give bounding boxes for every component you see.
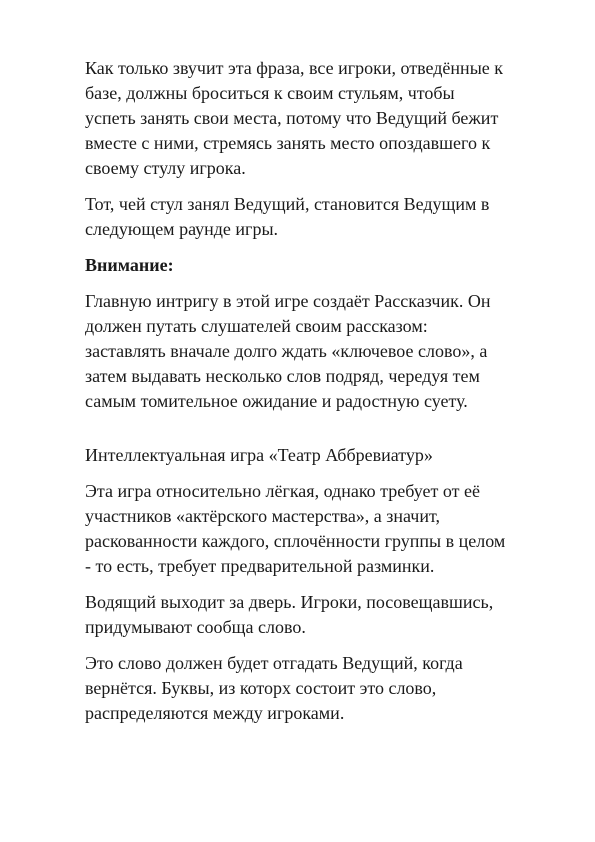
paragraph-3 [85,289,565,414]
section-title: Интеллектуальная игра «Театр Аббревиатур» [85,445,433,465]
paragraph-5 [85,590,565,640]
text-line: придумывают сообща слово. [85,617,306,637]
text-line: Тот, чей стул занял Ведущий, становится Ведущим в [85,194,490,214]
text-line: успеть занять свои места, потому что Ведущий бежит [85,108,499,128]
text-line: базе, должны броситься к своим стульям, чтобы [85,83,455,103]
text-line: своему стулу игрока. [85,158,246,178]
text-line: Это слово должен будет отгадать Ведущий, когда [85,653,463,673]
text-line: распределяются между игроками. [85,703,345,723]
text-line: Эта игра относительно лёгкая, однако требует от её [85,481,480,501]
text-line: заставлять вначале долго ждать «ключевое слово», а [85,341,488,361]
text-line: вместе с ними, стремясь занять место опоздавшего к [85,133,491,153]
text-line: Главную интригу в этой игре создаёт Рассказчик. Он [85,291,491,311]
text-line: самым томительное ожидание и радостную суету. [85,391,468,411]
section-spacer [85,425,565,443]
text-line: участников «актёрского мастерства», а значит, [85,506,441,526]
paragraph-2 [85,192,565,242]
text-line: Водящий выходит за дверь. Игроки, посовещавшись, [85,592,494,612]
text-line: - то есть, требует предварительной разминки. [85,556,435,576]
text-line: затем выдавать несколько слов подряд, чередуя тем [85,366,480,386]
text-line: Как только звучит эта фраза, все игроки, отведённые к [85,58,504,78]
text-line: должен путать слушателей своим рассказом: [85,316,428,336]
text-line: вернётся. Буквы, из которх состоит это слово, [85,678,437,698]
paragraph-6 [85,651,565,726]
paragraph-1 [85,56,565,181]
text-line: раскованности каждого, сплочённости группы в целом [85,531,506,551]
paragraph-4 [85,479,565,579]
attention-label: Внимание: [85,255,174,275]
text-line: следующем раунде игры. [85,219,279,239]
document-body [85,56,565,737]
